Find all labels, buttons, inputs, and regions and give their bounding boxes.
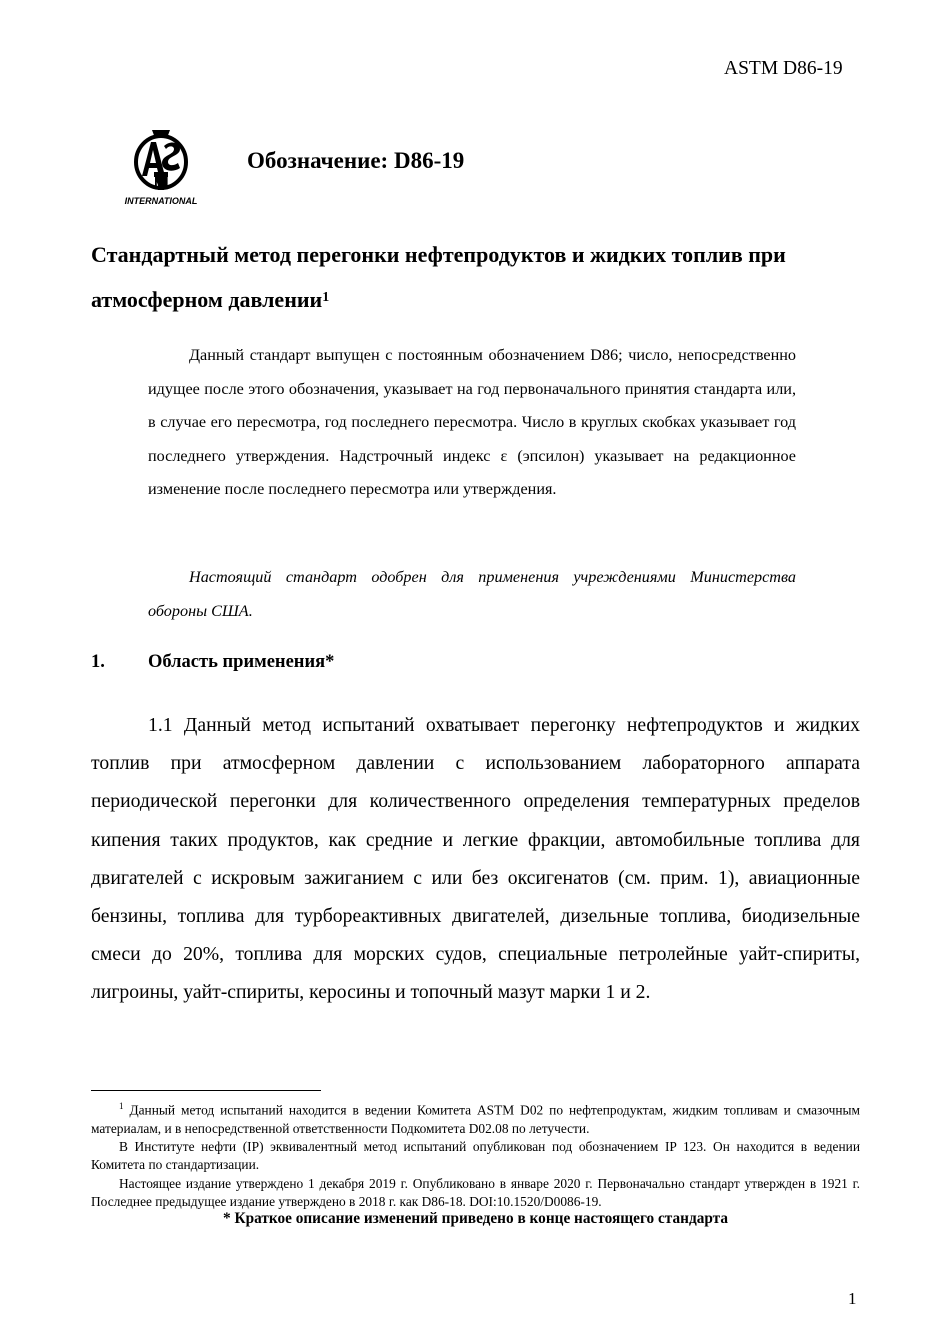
document-title: [91, 232, 861, 322]
footnote-1: $^1$ Данный метод испытаний находится в ведении Комитета ASTM D02 по нефтепродуктам, жидким топливам и смазочным материалам, и в непосредственной ответственности Подкомитета D02.08 по летучести.: [91, 1101, 860, 1136]
footnote-2: В Институте нефти (IP) эквивалентный метод испытаний опубликован под обозначением IP 123. Он находится в ведении Комитета по стандартизации.: [91, 1139, 860, 1173]
astm-logo: [118, 128, 204, 206]
logo-caption: INTERNATIONAL: [124, 196, 198, 206]
section-number: 1.: [91, 652, 105, 672]
footnotes: [91, 1097, 860, 1211]
designation-notice: Данный стандарт выпущен с постоянным обозначением D86; число, непосредственно идущее после этого обозначения, указывает на год первоначального принятия стандарта или, в случае его пересмотра, год последнего пересмотра. Число в круглых скобках указывает год последнего утверждения. Надстрочный индекс ε (эпсилон) указывает на редакционное изменение после последнего пересмотра или утверждения.: [148, 346, 796, 498]
title-text: Стандартный метод перегонки нефтепродуктов и жидких топлив при атмосферном давлении: [91, 242, 786, 312]
astm-logo-icon: [118, 128, 204, 206]
document-code: ASTM D86-19: [724, 58, 843, 79]
page-number: 1: [848, 1289, 857, 1308]
footnote-divider: [91, 1090, 321, 1091]
designation: Обозначение: D86-19: [247, 148, 465, 173]
section-title: Область применения*: [148, 652, 335, 672]
title-footnote-mark: 1: [322, 290, 330, 305]
footnote-3: Настоящее издание утверждено 1 декабря 2019 г. Опубликовано в январе 2020 г. Первоначально стандарт утвержден в 1921 г. Последнее предыдущее издание утверждено в 2018 г. как D86-18. DOI:10.1520/D0086-19.: [91, 1175, 860, 1209]
approval-note: Настоящий стандарт одобрен для применения учреждениями Министерства обороны США.: [148, 568, 796, 620]
section-heading: [91, 652, 334, 673]
paragraph-1-1: 1.1 Данный метод испытаний охватывает перегонку нефтепродуктов и жидких топлив при атмосферном давлении с использованием лабораторного аппарата периодической перегонки для количественного определения температурных пределов кипения таких продуктов, как средние и легкие фракции, автомобильные топлива для двигателей с искровым зажиганием с или без оксигенатов (см. прим. 1), авиационные бензины, топлива для турбореактивных двигателей, дизельные топлива, биодизельные смеси до 20%, топлива для морских судов, специальные петролейные уайт-спириты, лигроины, уайт-спириты, керосины и топочный мазут марки 1 и 2.: [91, 714, 860, 1004]
summary-note: * Краткое описание изменений приведено в конце настоящего стандарта: [223, 1210, 728, 1227]
footnote-mark: 1: [119, 1101, 124, 1111]
